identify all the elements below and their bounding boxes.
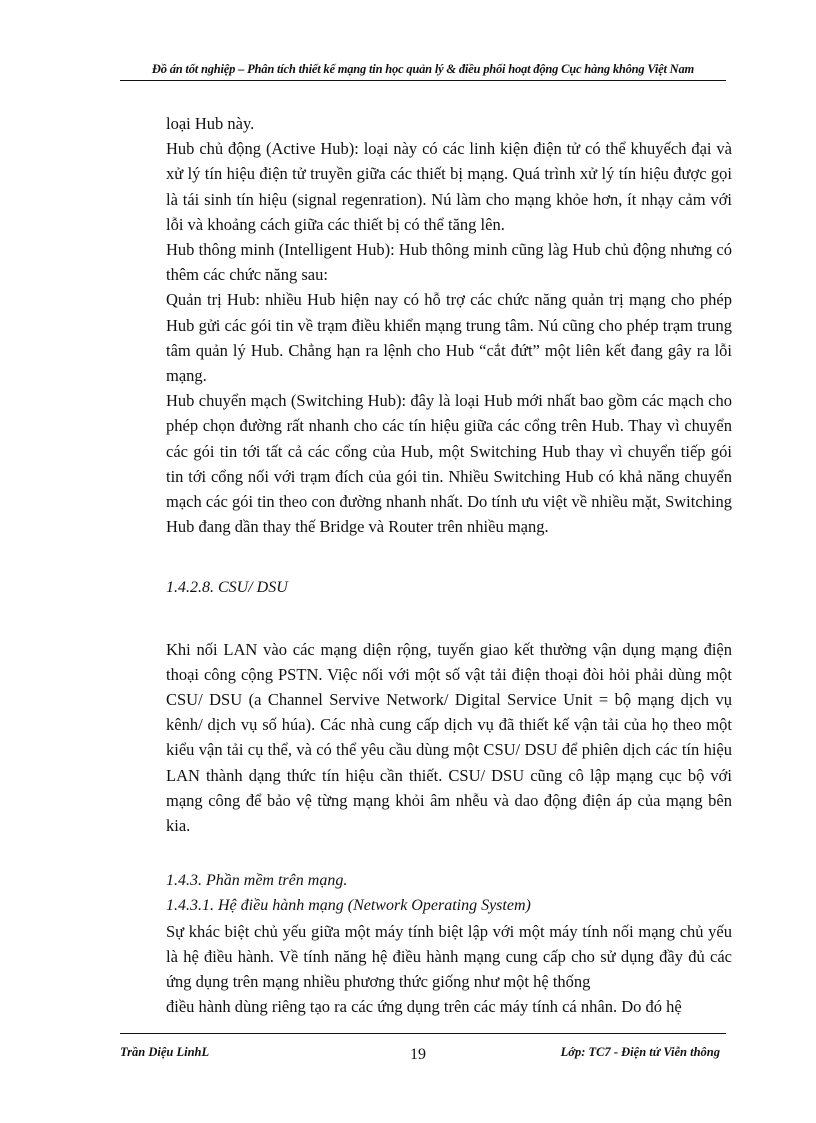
paragraph-nos-continued: điều hành dùng riêng tạo ra các ứng dụng trên các máy tính cá nhân. Do đó hệ [166,997,682,1017]
paragraph-active-hub [166,136,732,237]
footer-rule [120,1033,726,1034]
footer-author: Trần Diệu LinhL [120,1045,210,1059]
paragraph-switching-hub: Hub chuyển mạch (Switching Hub): đây là loại Hub mới nhất bao gồm các mạch cho phép chọn đường rất nhanh cho các tín hiệu giữa các cổng trên Hub. Thay vì chuyển các gói tin tới tất cả các cổng của Hub, một Switching Hub thay vì chuyển tiếp gói tin tới cổng nối với trạm đích của gói tin. Nhiều Switching Hub có khả năng chuyển mạch các gói tin theo con đường nhanh nhất. Do tính ưu việt về nhiều mặt, Switching Hub đang dần thay thế Bridge và Router trên nhiều mạng. [166,391,732,537]
paragraph-active-hub-text: Hub chủ động (Active Hub): loại này có các linh kiện điện tử có thể khuyếch đại và xử lý tín hiệu điện tử truyền giữa các thiết bị mạng. Quá trình xử lý tín hiệu được gọi là tái sinh tín hiệu (signal regenration). Nú làm cho mạng khỏe hơn, ít nhạy cảm với lỗi và khoảng cách giữa các thiết bị có thể tăng lên. [166,139,732,234]
header-rule [120,80,726,81]
paragraph-nos: Sự khác biệt chủ yếu giữa một máy tính biệt lập với một máy tính nối mạng chủ yếu là hệ điều hành. Về tính năng hệ điều hành mạng cung cấp cho sử dụng đầy đủ các ứng dụng trên mạng nhiều phương thức giống như một hệ thống [166,921,732,992]
paragraph-hub-management: Quản trị Hub: nhiều Hub hiện nay có hỗ trợ các chức năng quản trị mạng cho phép Hub gửi các gói tin về trạm điều khiển mạng trung tâm. Nú cũng cho phép trạm trung tâm quản lý Hub. Chẳng hạn ra lệnh cho Hub “cắt đứt” một liên kết đang gây ra lỗi mạng. [166,290,732,386]
paragraph-csu-dsu: Khi nối LAN vào các mạng diện rộng, tuyến giao kết thường vận dụng mạng điện thoại công cộng PSTN. Việc nối với một số vật tải điện thoại đòi hỏi phải dùng một CSU/ DSU (a Channel Servive Network/ Digital Service Unit = bộ mạng dịch vụ kênh/ dịch vụ số húa). Các nhà cung cấp dịch vụ đã thiết kế vận tải của họ theo một kiểu vận tải cụ thể, và có thể yêu cầu dùng một CSU/ DSU để phiên dịch các tín hiệu LAN thành dạng thức tín hiệu cần thiết. CSU/ DSU cũng cô lập mạng cục bộ với mạng công để bảo vệ từng mạng khỏi âm nhễu và dao động điện áp của mạng bên kia. [166,639,732,836]
section-heading-csu-dsu: 1.4.2.8. CSU/ DSU [166,579,288,597]
paragraph-continuation: loại Hub này. [166,114,255,133]
paragraph-intelligent-hub: Hub thông minh (Intelligent Hub): Hub thông minh cũng làg Hub chủ động nhưng có thêm các chức năng sau: [166,240,732,285]
section-heading-nos: 1.4.3.1. Hệ điều hành mạng (Network Operating System) [166,897,531,915]
page-number: 19 [410,1046,426,1063]
section-heading-software: 1.4.3. Phần mềm trên mạng. [166,872,348,890]
footer-class: Lớp: TC7 - Điện tử Viễn thông [560,1045,720,1059]
page-header: Đồ án tốt nghiệp – Phân tích thiết kế mạng tin học quản lý & điều phối hoạt động Cục hàng không Việt Nam [151,62,695,76]
page-body [166,111,732,1020]
